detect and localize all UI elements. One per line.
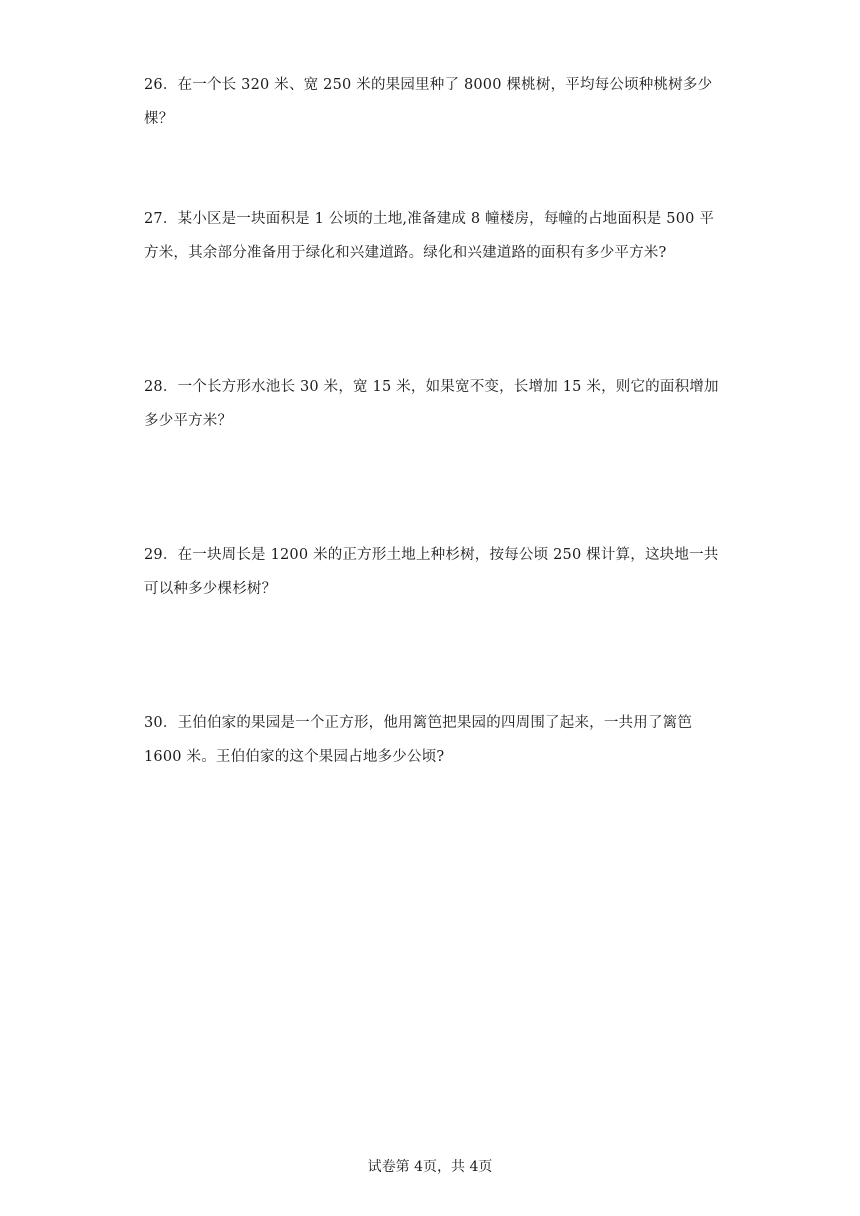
question-30-line-1 bbox=[144, 706, 720, 740]
question-26-line-1 bbox=[144, 68, 720, 136]
question-27-number: 27． bbox=[144, 211, 178, 227]
question-27 bbox=[144, 202, 720, 270]
question-28-text-1: 一个长方形水池长 30 米，宽 15 米，如果宽不变，长增加 15 米，则它的面积增加 bbox=[177, 379, 719, 395]
question-30-number: 30． bbox=[144, 715, 178, 731]
question-27-text-1: 某小区是一块面积是 1 公顷的土地,准备建成 8 幢楼房，每幢的占地面积是 500 平 bbox=[177, 211, 715, 227]
question-26-text-1: 在一个长 320 米、宽 250 米的果园里种了 8000 棵桃树，平均每公顷种桃树多少棵？ bbox=[144, 77, 713, 127]
question-26-number: 26． bbox=[144, 77, 178, 93]
question-30-line-2: 1600 米。王伯伯家的这个果园占地多少公顷? bbox=[144, 749, 445, 765]
question-29-line-1 bbox=[144, 538, 720, 572]
question-30 bbox=[144, 706, 720, 774]
page-footer: 试卷第 4页，共 4页 bbox=[367, 1159, 493, 1175]
question-29 bbox=[144, 538, 720, 606]
question-28-line-2: 多少平方米？ bbox=[144, 413, 233, 429]
question-27-line-1 bbox=[144, 202, 720, 236]
question-29-text-1: 在一块周长是 1200 米的正方形土地上种杉树，按每公顷 250 棵计算，这块地一共 bbox=[177, 547, 719, 563]
question-28 bbox=[144, 370, 720, 438]
question-28-number: 28． bbox=[144, 379, 178, 395]
question-28-line-1 bbox=[144, 370, 720, 404]
question-29-line-2: 可以种多少棵杉树？ bbox=[144, 581, 277, 597]
question-27-line-2: 方米，其余部分准备用于绿化和兴建道路。绿化和兴建道路的面积有多少平方米? bbox=[144, 245, 667, 261]
question-30-text-1: 王伯伯家的果园是一个正方形，他用篱笆把果园的四周围了起来，一共用了篱笆 bbox=[177, 715, 693, 731]
question-29-number: 29． bbox=[144, 547, 178, 563]
question-26 bbox=[144, 68, 720, 136]
